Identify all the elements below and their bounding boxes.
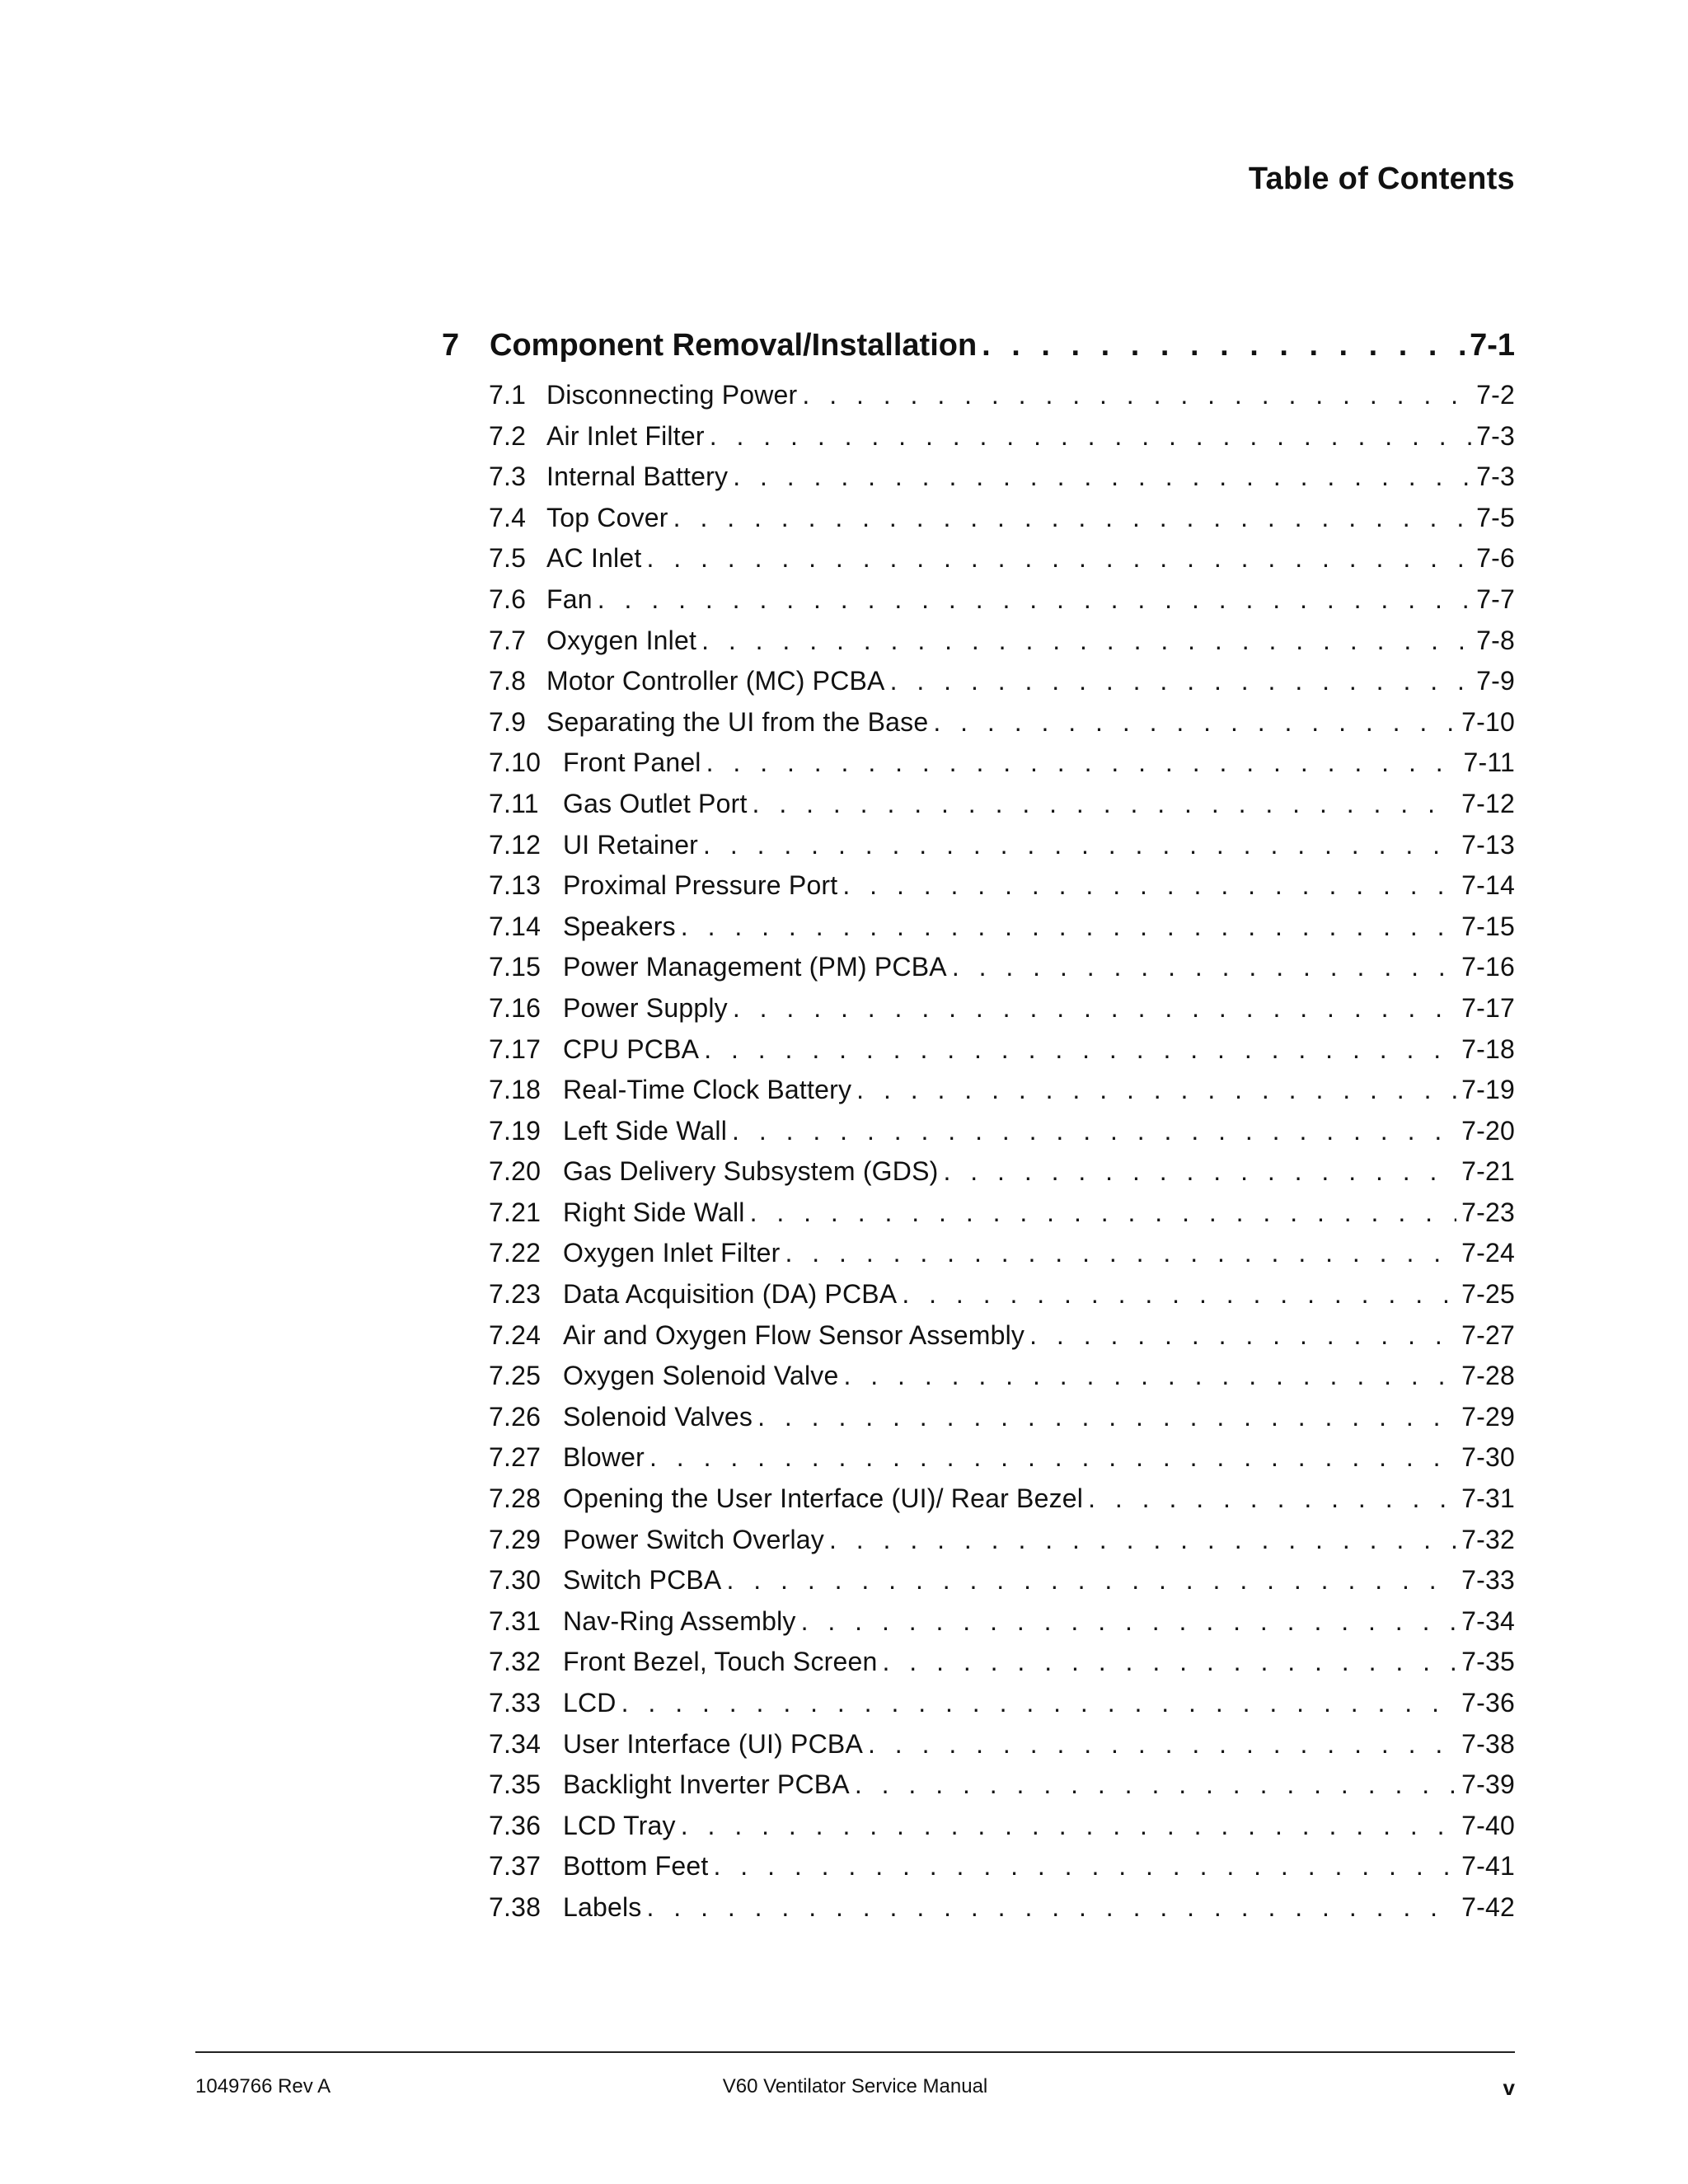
section-number: 7.31	[489, 1605, 542, 1636]
section-page: 7-5	[1476, 502, 1515, 532]
section-number: 7.27	[489, 1442, 542, 1473]
dot-leader	[843, 1361, 1456, 1391]
section-page: 7-3	[1476, 462, 1515, 492]
dot-leader	[868, 1729, 1456, 1760]
section-number: 7.35	[489, 1769, 542, 1800]
toc-entry[interactable]	[489, 1279, 1515, 1320]
dot-leader	[856, 1075, 1456, 1105]
dot-leader	[681, 1811, 1456, 1841]
dot-leader	[801, 1606, 1457, 1637]
section-page: 7-41	[1461, 1851, 1515, 1882]
section-title: Gas Delivery Subsystem (GDS)	[563, 1156, 939, 1187]
section-number: 7.36	[489, 1810, 542, 1840]
section-title: Internal Battery	[546, 462, 729, 492]
section-page: 7-31	[1461, 1483, 1515, 1514]
section-number: 7.4	[489, 502, 527, 532]
section-title: User Interface (UI) PCBA	[563, 1728, 864, 1759]
dot-leader	[649, 1442, 1456, 1473]
toc-entry[interactable]	[489, 830, 1515, 871]
page-footer	[195, 2075, 1515, 2102]
section-number: 7.21	[489, 1197, 542, 1227]
footer-manual-title: V60 Ventilator Service Manual	[722, 2075, 988, 2097]
page-title: Table of Contents	[1248, 162, 1515, 196]
toc-entry[interactable]	[489, 1565, 1515, 1606]
section-page: 7-6	[1476, 543, 1515, 574]
section-title: Front Bezel, Touch Screen	[563, 1647, 878, 1677]
section-title: Oxygen Solenoid Valve	[563, 1361, 839, 1391]
toc-entry[interactable]	[489, 1769, 1515, 1811]
section-page: 7-36	[1461, 1688, 1515, 1718]
toc-entry[interactable]	[489, 912, 1515, 953]
dot-leader	[855, 1769, 1456, 1800]
section-page: 7-38	[1461, 1728, 1515, 1759]
section-page: 7-8	[1476, 625, 1515, 655]
section-title: Left Side Wall	[563, 1115, 728, 1146]
toc-entry[interactable]	[489, 543, 1515, 584]
section-title: AC Inlet	[546, 543, 642, 574]
section-number: 7.15	[489, 952, 542, 982]
dot-leader	[982, 328, 1465, 363]
section-number: 7.7	[489, 625, 527, 655]
section-number: 7.12	[489, 829, 542, 860]
section-number: 7.22	[489, 1238, 542, 1268]
section-title: CPU PCBA	[563, 1033, 700, 1064]
section-page: 7-16	[1461, 952, 1515, 982]
toc-entry[interactable]	[489, 1034, 1515, 1076]
dot-leader	[883, 1647, 1457, 1677]
section-number: 7.19	[489, 1115, 542, 1146]
toc-entry[interactable]	[489, 952, 1515, 993]
toc-entry[interactable]	[489, 666, 1515, 707]
dot-leader	[753, 789, 1457, 819]
dot-leader	[733, 462, 1471, 492]
section-number: 7.29	[489, 1524, 542, 1554]
section-title: Front Panel	[563, 748, 701, 778]
dot-leader	[703, 830, 1456, 860]
toc-entry[interactable]	[489, 1156, 1515, 1197]
section-page: 7-35	[1461, 1647, 1515, 1677]
section-title: Oxygen Inlet	[546, 625, 697, 655]
section-page: 7-13	[1461, 829, 1515, 860]
section-title: Air and Oxygen Flow Sensor Assembly	[563, 1319, 1025, 1350]
toc-entry[interactable]	[489, 993, 1515, 1034]
toc-entry[interactable]	[489, 1729, 1515, 1770]
section-title: Separating the UI from the Base	[546, 706, 929, 737]
section-number: 7.37	[489, 1851, 542, 1882]
dot-leader	[785, 1238, 1456, 1268]
toc-entry[interactable]	[489, 626, 1515, 667]
chapter-entry[interactable]	[442, 328, 1515, 377]
toc-entry[interactable]	[489, 462, 1515, 503]
section-page: 7-39	[1461, 1769, 1515, 1800]
section-page: 7-27	[1461, 1319, 1515, 1350]
section-title: Top Cover	[546, 502, 668, 532]
section-page: 7-28	[1461, 1361, 1515, 1391]
section-page: 7-25	[1461, 1279, 1515, 1310]
section-title: Proximal Pressure Port	[563, 870, 838, 901]
section-number: 7.2	[489, 420, 527, 451]
dot-leader	[802, 380, 1471, 410]
section-number: 7.13	[489, 870, 542, 901]
section-number: 7.34	[489, 1728, 542, 1759]
toc-entry[interactable]	[489, 1483, 1515, 1525]
dot-leader	[681, 912, 1456, 942]
footer-doc-number: 1049766 Rev A	[195, 2075, 331, 2097]
section-number: 7.6	[489, 583, 527, 614]
section-page: 7-19	[1461, 1075, 1515, 1105]
dot-leader	[829, 1525, 1456, 1555]
section-page: 7-14	[1461, 870, 1515, 901]
dot-leader	[598, 584, 1471, 615]
section-page: 7-12	[1461, 788, 1515, 818]
section-number: 7.25	[489, 1361, 542, 1391]
toc-entry[interactable]	[489, 1525, 1515, 1566]
section-number: 7.33	[489, 1688, 542, 1718]
section-title: UI Retainer	[563, 829, 699, 860]
dot-leader	[673, 503, 1471, 533]
section-title: Labels	[563, 1891, 642, 1922]
chapter-title: Component Removal/Installation	[490, 328, 978, 363]
toc-entry[interactable]	[489, 1116, 1515, 1157]
dot-leader	[943, 1156, 1456, 1187]
section-title: Data Acquisition (DA) PCBA	[563, 1279, 898, 1310]
dot-leader	[890, 666, 1472, 696]
dot-leader	[757, 1402, 1456, 1432]
dot-leader	[750, 1197, 1457, 1228]
section-page: 7-3	[1476, 420, 1515, 451]
dot-leader	[714, 1851, 1457, 1882]
section-number: 7.24	[489, 1319, 542, 1350]
section-title: Opening the User Interface (UI)/ Rear Bezel	[563, 1483, 1084, 1514]
section-page: 7-42	[1461, 1891, 1515, 1922]
section-number: 7.23	[489, 1279, 542, 1310]
section-page: 7-34	[1461, 1605, 1515, 1636]
section-number: 7.3	[489, 462, 527, 492]
section-title: Speakers	[563, 911, 676, 941]
section-page: 7-11	[1463, 748, 1515, 778]
section-page: 7-17	[1461, 992, 1515, 1023]
toc-entry[interactable]	[489, 1320, 1515, 1361]
toc-list	[489, 380, 1515, 1933]
section-number: 7.30	[489, 1565, 542, 1596]
section-number: 7.16	[489, 992, 542, 1023]
toc-entry[interactable]	[489, 1851, 1515, 1892]
dot-leader	[726, 1565, 1456, 1596]
toc-entry[interactable]	[489, 1688, 1515, 1729]
dot-leader	[701, 626, 1471, 656]
section-title: Bottom Feet	[563, 1851, 709, 1882]
dot-leader	[1088, 1483, 1456, 1514]
section-page: 7-33	[1461, 1565, 1515, 1596]
section-title: Fan	[546, 583, 593, 614]
section-title: Switch PCBA	[563, 1565, 722, 1596]
toc-entry[interactable]	[489, 870, 1515, 912]
section-number: 7.17	[489, 1033, 542, 1064]
section-title: Motor Controller (MC) PCBA	[546, 666, 885, 696]
dot-leader	[902, 1279, 1456, 1310]
section-number: 7.38	[489, 1891, 542, 1922]
section-page: 7-20	[1461, 1115, 1515, 1146]
section-title: Gas Outlet Port	[563, 788, 748, 818]
section-title: LCD	[563, 1688, 617, 1718]
dot-leader	[706, 748, 1459, 778]
section-title: Oxygen Inlet Filter	[563, 1238, 781, 1268]
section-page: 7-40	[1461, 1810, 1515, 1840]
section-title: Right Side Wall	[563, 1197, 745, 1227]
section-page: 7-23	[1461, 1197, 1515, 1227]
section-number: 7.5	[489, 543, 527, 574]
toc-entry[interactable]	[489, 1442, 1515, 1483]
dot-leader	[646, 543, 1471, 574]
toc-entry[interactable]	[489, 1361, 1515, 1402]
toc-entry[interactable]	[489, 1238, 1515, 1279]
dot-leader	[1029, 1320, 1456, 1351]
section-page: 7-21	[1461, 1156, 1515, 1187]
section-title: Air Inlet Filter	[546, 420, 705, 451]
toc-entry[interactable]	[489, 421, 1515, 462]
dot-leader	[647, 1892, 1457, 1923]
dot-leader	[704, 1034, 1456, 1065]
dot-leader	[933, 707, 1456, 738]
footer-divider	[195, 2051, 1515, 2053]
dot-leader	[733, 993, 1456, 1024]
section-number: 7.8	[489, 666, 527, 696]
section-page: 7-9	[1476, 666, 1515, 696]
section-page: 7-18	[1461, 1033, 1515, 1064]
toc-entry[interactable]	[489, 1647, 1515, 1688]
section-number: 7.26	[489, 1401, 542, 1432]
section-number: 7.32	[489, 1647, 542, 1677]
dot-leader	[952, 952, 1456, 982]
toc-entry[interactable]	[489, 1811, 1515, 1852]
footer-page-number: v	[1503, 2075, 1515, 2100]
toc-entry[interactable]	[489, 1402, 1515, 1443]
dot-leader	[732, 1116, 1456, 1146]
section-number: 7.18	[489, 1075, 542, 1105]
toc-entry[interactable]	[489, 380, 1515, 421]
section-title: Solenoid Valves	[563, 1401, 753, 1432]
section-page: 7-30	[1461, 1442, 1515, 1473]
toc-entry[interactable]	[489, 1606, 1515, 1647]
section-title: Blower	[563, 1442, 645, 1473]
section-number: 7.10	[489, 748, 542, 778]
section-number: 7.1	[489, 380, 527, 410]
section-page: 7-2	[1476, 380, 1515, 410]
section-number: 7.11	[489, 788, 539, 818]
dot-leader	[621, 1688, 1457, 1718]
section-title: Power Switch Overlay	[563, 1524, 824, 1554]
section-number: 7.28	[489, 1483, 542, 1514]
dot-leader	[842, 870, 1456, 901]
section-page: 7-10	[1461, 706, 1515, 737]
section-title: Real-Time Clock Battery	[563, 1075, 852, 1105]
section-number: 7.14	[489, 911, 542, 941]
section-title: Nav-Ring Assembly	[563, 1605, 796, 1636]
toc-entry[interactable]	[489, 789, 1515, 830]
toc-entry[interactable]	[489, 1075, 1515, 1116]
toc-entry[interactable]	[489, 707, 1515, 748]
section-title: Disconnecting Power	[546, 380, 798, 410]
toc-entry[interactable]	[489, 748, 1515, 789]
dot-leader	[710, 421, 1471, 452]
section-page: 7-32	[1461, 1524, 1515, 1554]
section-page: 7-24	[1461, 1238, 1515, 1268]
section-page: 7-7	[1476, 583, 1515, 614]
section-page: 7-15	[1461, 911, 1515, 941]
section-title: Power Management (PM) PCBA	[563, 952, 947, 982]
toc-entry[interactable]	[489, 1892, 1515, 1933]
section-title: LCD Tray	[563, 1810, 676, 1840]
chapter-page: 7-1	[1470, 328, 1515, 363]
section-title: Backlight Inverter PCBA	[563, 1769, 850, 1800]
section-title: Power Supply	[563, 992, 728, 1023]
section-number: 7.9	[489, 706, 527, 737]
toc-entry[interactable]	[489, 503, 1515, 544]
toc-entry[interactable]	[489, 1197, 1515, 1239]
section-page: 7-29	[1461, 1401, 1515, 1432]
chapter-number: 7	[442, 328, 460, 363]
section-number: 7.20	[489, 1156, 542, 1187]
toc-entry[interactable]	[489, 584, 1515, 626]
